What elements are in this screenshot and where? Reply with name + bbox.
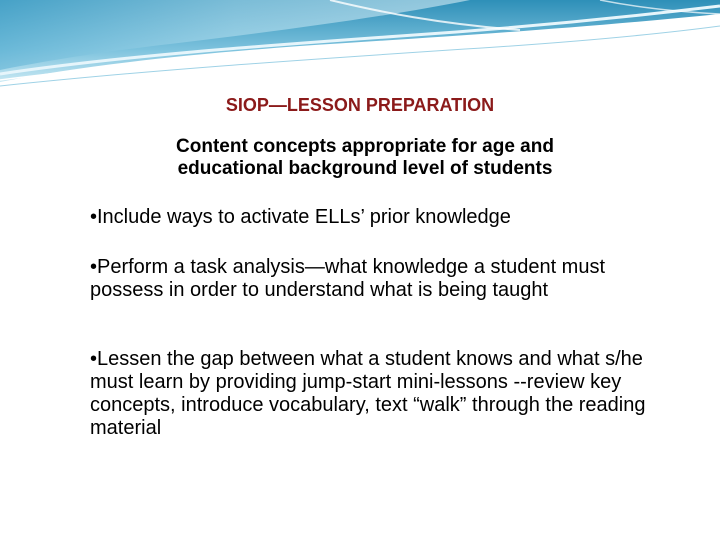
- slide-title: SIOP—LESSON PREPARATION: [225, 95, 495, 115]
- bullet-item: •Include ways to activate ELLs’ prior knowledge: [90, 206, 511, 228]
- bullet-item: •Lessen the gap between what a student knows and what s/he must learn by providing jump-start mini-lessons --review key concepts, introduce vocabulary, text “walk” through the reading material: [90, 348, 646, 439]
- subtitle-line-1: Content concepts appropriate for age and: [176, 136, 554, 157]
- header-wave-decoration: [0, 0, 720, 90]
- subtitle-line-2: educational background level of students: [177, 158, 553, 179]
- slide-subtitle: [0, 136, 720, 180]
- bullet-list: [90, 206, 650, 440]
- bullet-item: •Perform a task analysis—what knowledge a student must possess in order to understand what is being taught: [90, 256, 606, 301]
